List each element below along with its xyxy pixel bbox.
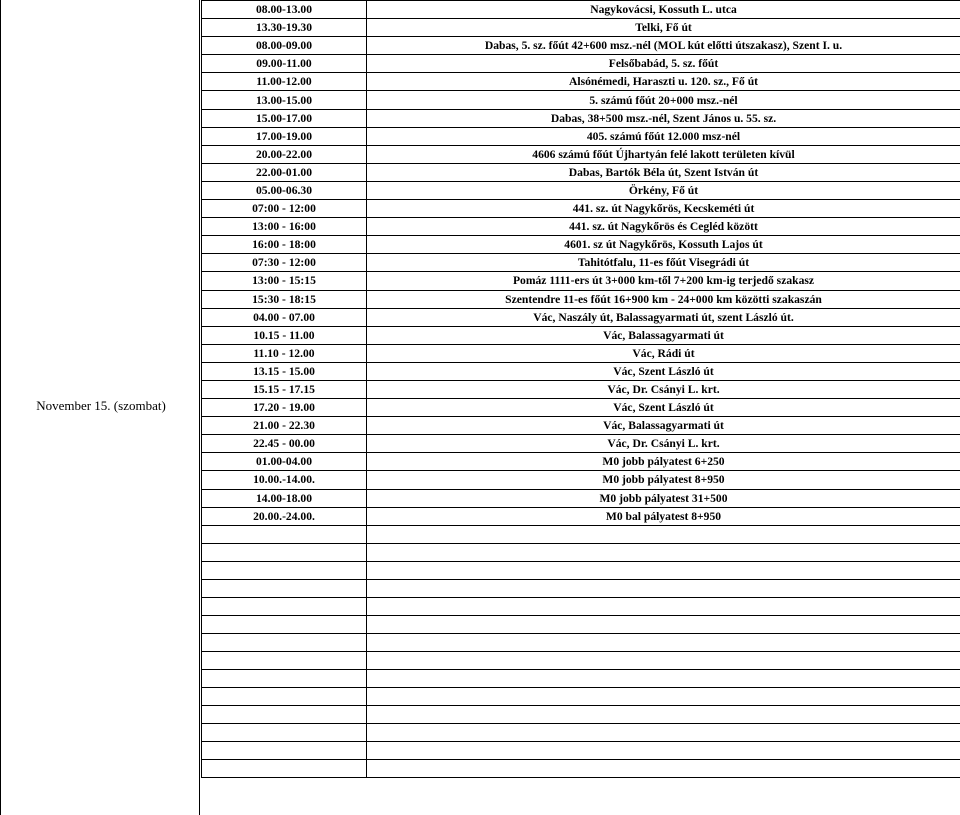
- empty-cell: [202, 543, 367, 561]
- time-cell: 07:00 - 12:00: [202, 200, 367, 218]
- location-cell: M0 jobb pályatest 6+250: [367, 453, 960, 471]
- empty-cell: [202, 579, 367, 597]
- location-cell: M0 jobb pályatest 8+950: [367, 471, 960, 489]
- location-cell: Vác, Dr. Csányi L. krt.: [367, 380, 960, 398]
- location-cell: Vác, Naszály út, Balassagyarmati út, szent László út.: [367, 308, 960, 326]
- table-row: [202, 453, 960, 471]
- empty-cell: [367, 543, 960, 561]
- time-cell: 08.00-13.00: [202, 1, 367, 19]
- location-cell: 5. számú főút 20+000 msz.-nél: [367, 91, 960, 109]
- time-cell: 04.00 - 07.00: [202, 308, 367, 326]
- empty-cell: [367, 525, 960, 543]
- empty-cell: [202, 669, 367, 687]
- time-cell: 16:00 - 18:00: [202, 236, 367, 254]
- location-cell: Alsónémedi, Haraszti u. 120. sz., Fő út: [367, 73, 960, 91]
- empty-row: [202, 759, 960, 777]
- schedule-table: [201, 0, 960, 778]
- table-row: [202, 163, 960, 181]
- table-row: [202, 362, 960, 380]
- table-row: [202, 380, 960, 398]
- table-row: [202, 272, 960, 290]
- empty-cell: [202, 597, 367, 615]
- location-cell: Nagykovácsi, Kossuth L. utca: [367, 1, 960, 19]
- table-row: [202, 435, 960, 453]
- table-row: [202, 236, 960, 254]
- table-row: [202, 254, 960, 272]
- time-cell: 20.00-22.00: [202, 145, 367, 163]
- location-cell: Dabas, Bartók Béla út, Szent István út: [367, 163, 960, 181]
- empty-cell: [202, 705, 367, 723]
- empty-cell: [202, 525, 367, 543]
- table-row: [202, 37, 960, 55]
- location-cell: Vác, Rádi út: [367, 344, 960, 362]
- empty-cell: [367, 651, 960, 669]
- empty-row: [202, 651, 960, 669]
- location-cell: Vác, Balassagyarmati út: [367, 417, 960, 435]
- time-cell: 11.10 - 12.00: [202, 344, 367, 362]
- empty-row: [202, 633, 960, 651]
- date-label: November 15. (szombat): [36, 398, 166, 413]
- table-row: [202, 19, 960, 37]
- location-cell: 441. sz. út Nagykőrös és Cegléd között: [367, 218, 960, 236]
- table-row: [202, 145, 960, 163]
- time-cell: 13:00 - 16:00: [202, 218, 367, 236]
- empty-row: [202, 579, 960, 597]
- time-cell: 07:30 - 12:00: [202, 254, 367, 272]
- empty-row: [202, 687, 960, 705]
- empty-cell: [367, 705, 960, 723]
- empty-cell: [202, 615, 367, 633]
- empty-cell: [202, 759, 367, 777]
- table-row: [202, 489, 960, 507]
- time-cell: 21.00 - 22.30: [202, 417, 367, 435]
- location-cell: Telki, Fő út: [367, 19, 960, 37]
- location-cell: Felsőbabád, 5. sz. főút: [367, 55, 960, 73]
- table-row: [202, 308, 960, 326]
- table-row: [202, 471, 960, 489]
- table-row: [202, 1, 960, 19]
- time-cell: 10.15 - 11.00: [202, 326, 367, 344]
- empty-cell: [202, 651, 367, 669]
- location-cell: Vác, Szent László út: [367, 362, 960, 380]
- time-cell: 10.00.-14.00.: [202, 471, 367, 489]
- empty-cell: [202, 723, 367, 741]
- table-row: [202, 127, 960, 145]
- time-cell: 11.00-12.00: [202, 73, 367, 91]
- empty-cell: [367, 579, 960, 597]
- table-row: [202, 218, 960, 236]
- table-row: [202, 91, 960, 109]
- location-cell: 405. számú főút 12.000 msz-nél: [367, 127, 960, 145]
- time-cell: 05.00-06.30: [202, 181, 367, 199]
- table-row: [202, 507, 960, 525]
- time-cell: 17.20 - 19.00: [202, 399, 367, 417]
- time-cell: 22.00-01.00: [202, 163, 367, 181]
- location-cell: Dabas, 5. sz. főút 42+600 msz.-nél (MOL kút előtti útszakasz), Szent I. u.: [367, 37, 960, 55]
- time-cell: 15.15 - 17.15: [202, 380, 367, 398]
- location-cell: Örkény, Fő út: [367, 181, 960, 199]
- table-row: [202, 399, 960, 417]
- location-cell: Tahitótfalu, 11-es főút Visegrádi út: [367, 254, 960, 272]
- empty-row: [202, 705, 960, 723]
- empty-cell: [202, 561, 367, 579]
- time-cell: 22.45 - 00.00: [202, 435, 367, 453]
- time-cell: 14.00-18.00: [202, 489, 367, 507]
- time-cell: 01.00-04.00: [202, 453, 367, 471]
- time-cell: 09.00-11.00: [202, 55, 367, 73]
- location-cell: Pomáz 1111-ers út 3+000 km-től 7+200 km-ig terjedő szakasz: [367, 272, 960, 290]
- table-row: [202, 417, 960, 435]
- time-cell: 08.00-09.00: [202, 37, 367, 55]
- empty-row: [202, 561, 960, 579]
- table-row: [202, 55, 960, 73]
- table-row: [202, 290, 960, 308]
- empty-row: [202, 597, 960, 615]
- location-cell: Vác, Dr. Csányi L. krt.: [367, 435, 960, 453]
- location-cell: Dabas, 38+500 msz.-nél, Szent János u. 55. sz.: [367, 109, 960, 127]
- time-cell: 13:00 - 15:15: [202, 272, 367, 290]
- empty-cell: [202, 633, 367, 651]
- empty-row: [202, 741, 960, 759]
- location-cell: M0 jobb pályatest 31+500: [367, 489, 960, 507]
- empty-cell: [367, 741, 960, 759]
- location-cell: 4601. sz út Nagykőrös, Kossuth Lajos út: [367, 236, 960, 254]
- location-cell: 441. sz. út Nagykőrös, Kecskeméti út: [367, 200, 960, 218]
- empty-cell: [367, 561, 960, 579]
- location-cell: M0 bal pályatest 8+950: [367, 507, 960, 525]
- time-cell: 13.15 - 15.00: [202, 362, 367, 380]
- empty-cell: [367, 615, 960, 633]
- location-cell: 4606 számú főút Újhartyán felé lakott területen kívül: [367, 145, 960, 163]
- table-row: [202, 109, 960, 127]
- time-cell: 15:30 - 18:15: [202, 290, 367, 308]
- empty-row: [202, 723, 960, 741]
- location-cell: Szentendre 11-es főút 16+900 km - 24+000 km közötti szakaszán: [367, 290, 960, 308]
- empty-cell: [367, 633, 960, 651]
- time-cell: 13.30-19.30: [202, 19, 367, 37]
- empty-cell: [367, 669, 960, 687]
- table-row: [202, 73, 960, 91]
- time-cell: 13.00-15.00: [202, 91, 367, 109]
- table-row: [202, 200, 960, 218]
- time-cell: 20.00.-24.00.: [202, 507, 367, 525]
- empty-cell: [367, 687, 960, 705]
- empty-cell: [367, 723, 960, 741]
- empty-cell: [202, 687, 367, 705]
- schedule-rows: [202, 1, 960, 778]
- table-row: [202, 326, 960, 344]
- empty-cell: [367, 759, 960, 777]
- table-row: [202, 344, 960, 362]
- location-cell: Vác, Szent László út: [367, 399, 960, 417]
- time-cell: 17.00-19.00: [202, 127, 367, 145]
- date-column: [0, 0, 200, 815]
- empty-row: [202, 543, 960, 561]
- empty-row: [202, 669, 960, 687]
- time-cell: 15.00-17.00: [202, 109, 367, 127]
- empty-row: [202, 615, 960, 633]
- empty-row: [202, 525, 960, 543]
- empty-cell: [202, 741, 367, 759]
- empty-cell: [367, 597, 960, 615]
- table-row: [202, 181, 960, 199]
- location-cell: Vác, Balassagyarmati út: [367, 326, 960, 344]
